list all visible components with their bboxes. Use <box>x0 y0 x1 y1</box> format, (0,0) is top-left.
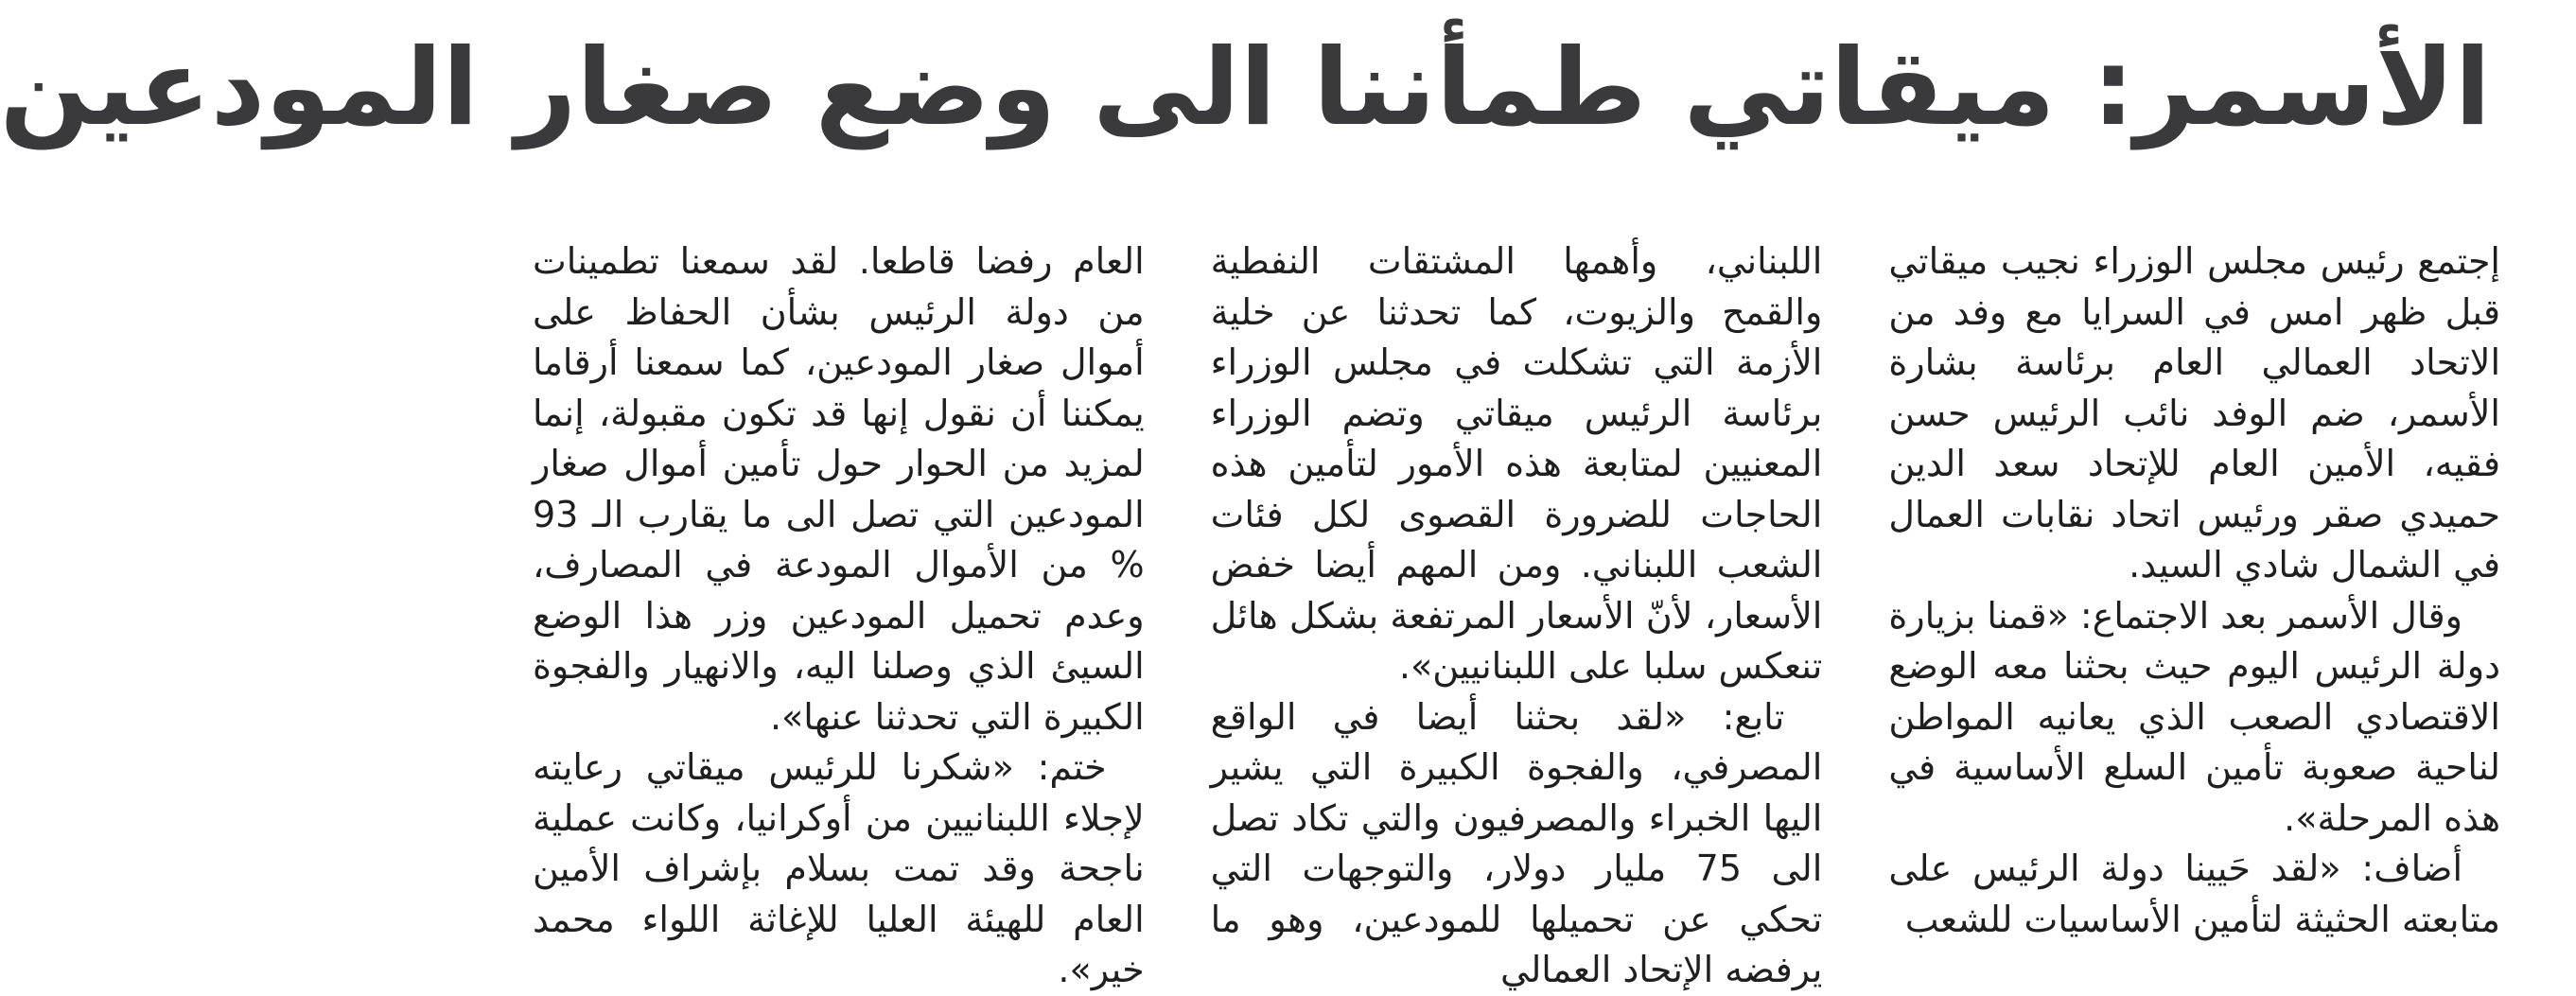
paragraph: ختم: «شكرنا للرئيس ميقاتي رعايته لإجلاء اللبنانيين من أوكرانيا، وكانت عملية ناجحة وقد تمت بسلام بإشراف الأمين العام للهيئة العليا للإغاثة اللواء محمد خير». <box>532 746 1145 990</box>
paragraph: العام رفضا قاطعا. لقد سمعنا تطمينات من دولة الرئيس بشأن الحفاظ على أموال صغار المودعين، كما سمعنا أرقاما يمكننا أن نقول إنها قد تكون مقبولة، إنما لمزيد من الحوار حول تأمين أموال صغار المودعين التي تصل الى ما يقارب الـ 93 % من الأموال المودعة في المصارف، وعدم تحميل المودعين وزر هذا الوضع السيئ الذي وصلنا اليه، والانهيار والفجوة الكبيرة التي تحدثنا عنها». <box>532 240 1145 738</box>
text-column-3 <box>532 236 1145 990</box>
paragraph: أضاف: «لقد حَيينا دولة الرئيس على متابعته الحثيثة لتأمين الأساسيات للشعب <box>1888 847 2500 940</box>
text-column-2 <box>1210 236 1823 990</box>
paragraph: تابع: «لقد بحثنا أيضا في الواقع المصرفي، والفجوة الكبيرة التي يشير اليها الخبراء والمصرفيون والتي تكاد تصل الى 75 مليار دولار، والتوجهات التي تحكي عن تحميلها للمودعين، وهو ما يرفضه الإتحاد العمالي <box>1210 695 1823 990</box>
paragraph: اللبناني، وأهمها المشتقات النفطية والقمح والزيوت، كما تحدثنا عن خلية الأزمة التي تشكلت في مجلس الوزراء برئاسة الرئيس ميقاتي وتضم الوزراء المعنيين لمتابعة هذه الأمور لتأمين هذه الحاجات للضرورة القصوى لكل فئات الشعب اللبناني. ومن المهم أيضا خفض الأسعار، لأنّ الأسعار المرتفعة بشكل هائل تنعكس سلبا على اللبنانيين». <box>1210 240 1823 687</box>
paragraph: وقال الأسمر بعد الاجتماع: «قمنا بزيارة دولة الرئيس اليوم حيث بحثنا معه الوضع الاقتصادي الصعب الذي يعانيه المواطن لناحية صعوبة تأمين السلع الأساسية في هذه المرحلة». <box>1888 594 2500 839</box>
article-headline: الأسمر: ميقاتي طمأننا الى وضع صغار المودعين <box>0 26 2491 149</box>
paragraph: إجتمع رئيس مجلس الوزراء نجيب ميقاتي قبل ظهر امس في السرايا مع وفد من الاتحاد العمالي العام برئاسة بشارة الأسمر، ضم الوفد نائب الرئيس حسن فقيه، الأمين العام للإتحاد سعد الدين حميدي صقر ورئيس اتحاد نقابات العمال في الشمال شادي السيد. <box>1888 240 2500 585</box>
text-column-1 <box>1888 236 2500 940</box>
article-body <box>532 236 2500 990</box>
